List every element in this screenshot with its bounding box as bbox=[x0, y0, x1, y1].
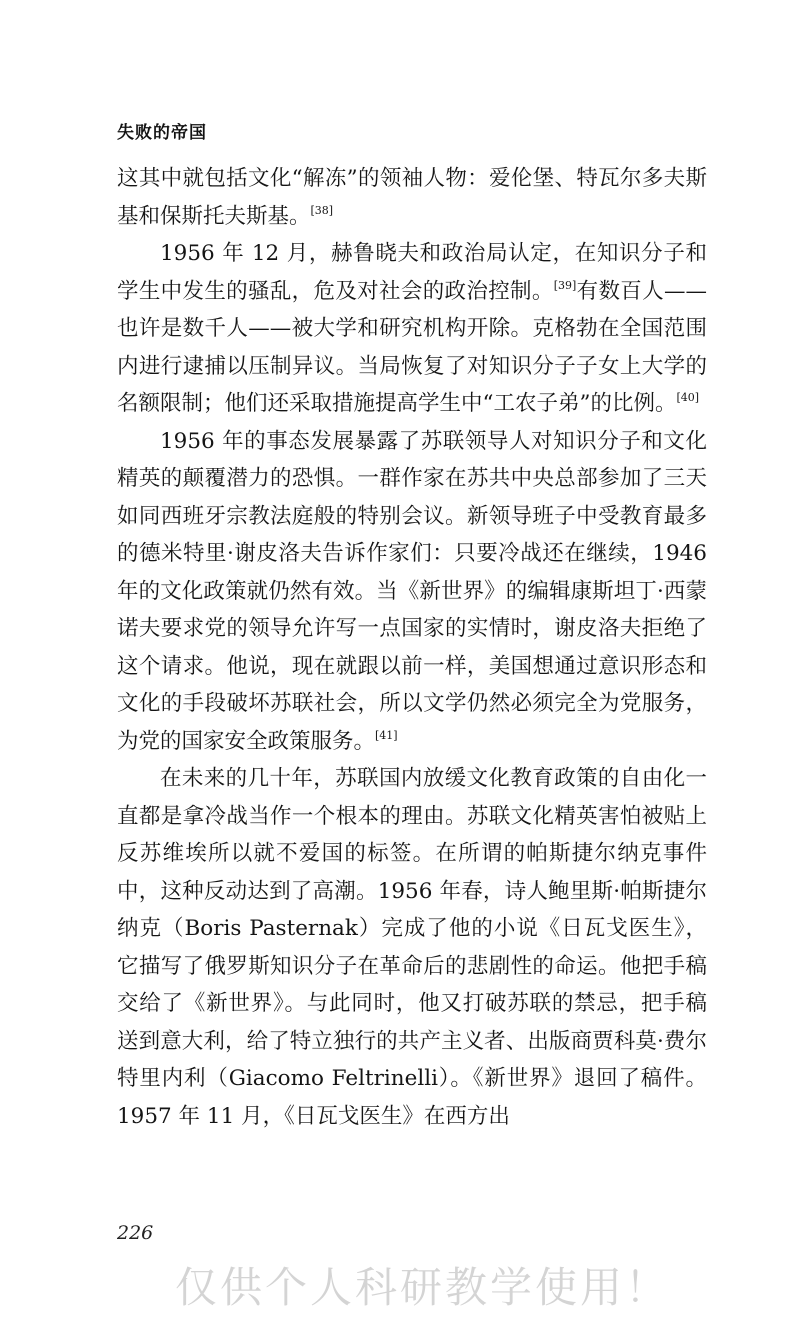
paragraph-text: 1956 年 12 月，赫鲁晓夫和政治局认定，在知识分子和学生中发生的骚乱，危及对社会的政治控制。 bbox=[117, 241, 707, 304]
page-number: 226 bbox=[117, 1222, 154, 1244]
paragraph-1 bbox=[117, 160, 707, 235]
footnote-ref-38: [38] bbox=[310, 203, 334, 217]
paragraph-text-continued: 有数百人——也许是数千人——被大学和研究机构开除。克格勃在全国范围内进行逮捕以压制异议。当局恢复了对知识分子子女上大学的名额限制；他们还采取措施提高学生中“工农子弟”的比例。 bbox=[117, 278, 707, 416]
footnote-ref-39: [39] bbox=[553, 278, 577, 292]
running-header-title: 失败的帝国 bbox=[117, 123, 207, 143]
paragraph-3 bbox=[117, 423, 707, 761]
paragraph-text: 1956 年的事态发展暴露了苏联领导人对知识分子和文化精英的颠覆潜力的恐惧。一群作家在苏共中央总部参加了三天如同西班牙宗教法庭般的特别会议。新领导班子中受教育最多的德米特里·谢皮洛夫告诉作家们：只要冷战还在继续，1946 年的文化政策就仍然有效。当《新世界》的编辑康斯坦丁·西蒙诺夫要求党的领导允许写一点国家的实情时，谢皮洛夫拒绝了这个请求。他说，现在就跟以前一样，美国想通过意识形态和文化的手段破坏苏联社会，所以文学仍然必须完全为党服务，为党的国家安全政策服务。 bbox=[117, 428, 707, 754]
body-text bbox=[117, 160, 707, 1135]
paragraph-4 bbox=[117, 760, 707, 1135]
footnote-ref-41: [41] bbox=[375, 728, 398, 742]
footnote-ref-40: [40] bbox=[676, 391, 700, 404]
watermark-text: 仅供个人科研教学使用！ bbox=[175, 1263, 671, 1312]
paragraph-text: 这其中就包括文化“解冻”的领袖人物：爱伦堡、特瓦尔多夫斯基和保斯托夫斯基。 bbox=[117, 166, 707, 229]
paragraph-text: 在未来的几十年，苏联国内放缓文化教育政策的自由化一直都是拿冷战当作一个根本的理由。苏联文化精英害怕被贴上反苏维埃所以就不爱国的标签。在所谓的帕斯捷尔纳克事件中，这种反动达到了高潮。1956 年春，诗人鲍里斯·帕斯捷尔纳克（Boris Pasternak）完成了他的小说《日瓦戈医生》，它描写了俄罗斯知识分子在革命后的悲剧性的命运。他把手稿交给了《新世界》。与此同时，他又打破苏联的禁忌，把手稿送到意大利，给了特立独行的共产主义者、出版商贾科莫·费尔特里内利（Giacomo Feltrinelli）。《新世界》退回了稿件。1957 年 11 月，《日瓦戈医生》在西方出 bbox=[117, 766, 707, 1129]
paragraph-2 bbox=[117, 235, 707, 423]
